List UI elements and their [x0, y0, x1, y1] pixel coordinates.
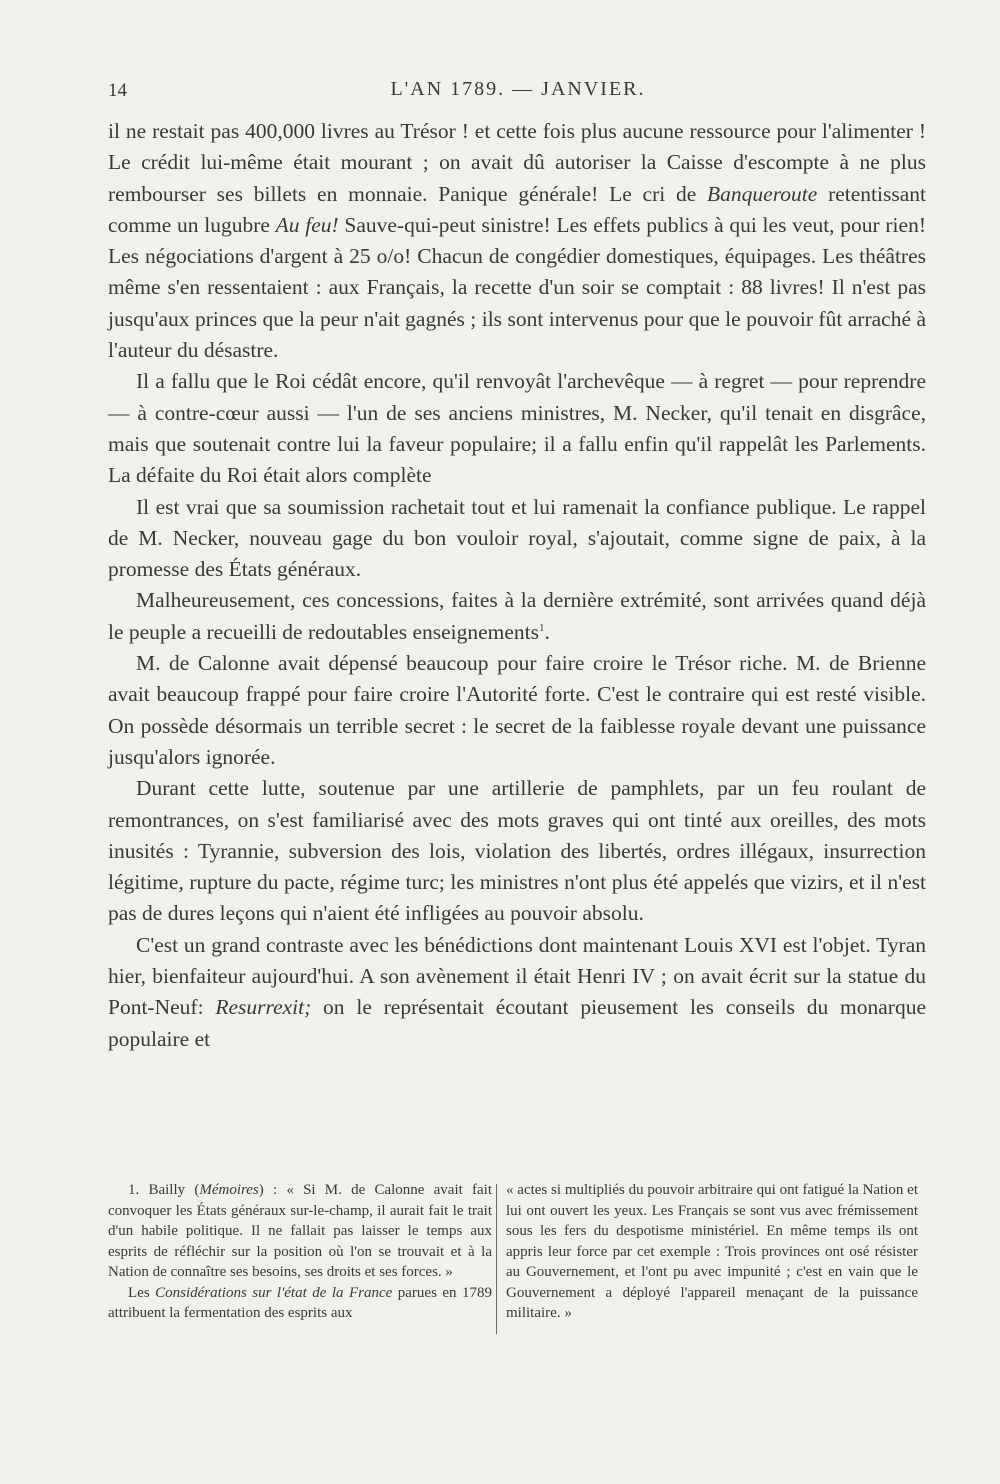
paragraph: Durant cette lutte, soutenue par une artillerie de pamphlets, par un feu roulant de remontrances, on s'est familiarisé avec des mots graves qui ont tinté aux oreilles, des mots inusités : Tyrannie, subversion des lois, violation des libertés, ordres illégaux, insurrection légitime, rupture du pacte, régime turc; les ministres n'ont plus été appelés que vizirs, et il n'est pas de dures leçons qui n'aient été infligées au pouvoir absolu. [108, 776, 926, 926]
page-number: 14 [108, 80, 127, 101]
footnote-paragraph: « actes si multipliés du pouvoir arbitraire qui ont fatigué la Nation et lui ont ouvert les yeux. Les Français se sont vus avec frémissement sous les fers du despotisme ministériel. En même temps ils ont appris leur force par cet exemple : Trois provinces ont osé résister au Gouvernement, et l'ont pu avec impunité ; c'est en vain que le Gouvernement a déployé l'appareil menaçant de la puissance militaire. » [506, 1182, 918, 1321]
footnotes [108, 1180, 926, 1380]
paragraph: Malheureusement, ces concessions, faites à la dernière extrémité, sont arrivées quand déjà le peuple a recueilli de redoutables enseignements$^1$. [108, 588, 926, 644]
italic-term: Banqueroute [707, 181, 818, 206]
italic-term: Resurrexit; [215, 995, 312, 1020]
footnote-paragraph: 1. Bailly (Mémoires) : « Si M. de Calonne avait fait convoquer les États généraux sur-le-champ, il aurait fait le trait d'un habile politique. Il ne fallait pas laisser le temps aux esprits de réfléchir sur la position où l'on se trouvait et à la Nation de connaître ses besoins, ses droits et ses forces. » [108, 1182, 492, 1280]
running-title: L'AN 1789. — JANVIER. [390, 78, 646, 100]
paragraph: il ne restait pas 400,000 livres au Trésor ! et cette fois plus aucune ressource pour l'alimenter ! Le crédit lui-même était mourant ; on avait dû autoriser la Caisse d'escompte à ne plus rembourser ses billets en monnaie. Panique générale! Le cri de Banqueroute retentissant comme un lugubre Au feu! Sauve-qui-peut sinistre! Les effets publics à qui les veut, pour rien! Les négociations d'argent à 25 o/o! Chacun de congédier domestiques, équipages. Les théâtres même s'en ressentaient : aux Français, la recette d'un soir se comptait : 88 livres! Il n'est pas jusqu'aux princes que la peur n'ait gagnés ; ils sont intervenus pour que le pouvoir fût arraché à l'auteur du désastre. [108, 119, 927, 363]
footnote-column-right [506, 1180, 918, 1324]
paragraph: C'est un grand contraste avec les bénédictions dont maintenant Louis XVI est l'objet. Tyran hier, bienfaiteur aujourd'hui. A son avènement il était Henri IV ; on avait écrit sur la statue du Pont-Neuf: Resurrexit; on le représentait écoutant pieusement les conseils du monarque populaire et [108, 932, 927, 1051]
column-divider [496, 1184, 497, 1334]
paragraph: M. de Calonne avait dépensé beaucoup pour faire croire le Trésor riche. M. de Brienne avait beaucoup frappé pour faire croire l'Autorité forte. C'est le contraire qui est resté visible. On possède désormais un terrible secret : le secret de la faiblesse royale devant une puissance jusqu'alors ignorée. [108, 651, 926, 769]
footnote-ref[interactable]: 1 [539, 621, 545, 634]
italic-term: Au feu! [275, 212, 339, 237]
paragraph: Il est vrai que sa soumission rachetait tout et lui ramenait la confiance publique. Le rappel de M. Necker, nouveau gage du bon vouloir royal, s'ajoutait, comme signe de paix, à la promesse des États généraux. [108, 494, 926, 582]
paragraph: Il a fallu que le Roi cédât encore, qu'il renvoyât l'archevêque — à regret — pour reprendre — à contre-cœur aussi — l'un de ses anciens ministres, M. Necker, qu'il tenait en disgrâce, mais que soutenait contre lui la faveur populaire; il a fallu enfin qu'il rappelât les Parlements. La défaite du Roi était alors complète [108, 369, 926, 488]
footnote-column-left [108, 1180, 492, 1324]
main-text [108, 116, 926, 1055]
page-header [108, 74, 928, 108]
footnote-paragraph: Les Considérations sur l'état de la France parues en 1789 attribuent la fermentation des esprits aux [108, 1284, 492, 1321]
